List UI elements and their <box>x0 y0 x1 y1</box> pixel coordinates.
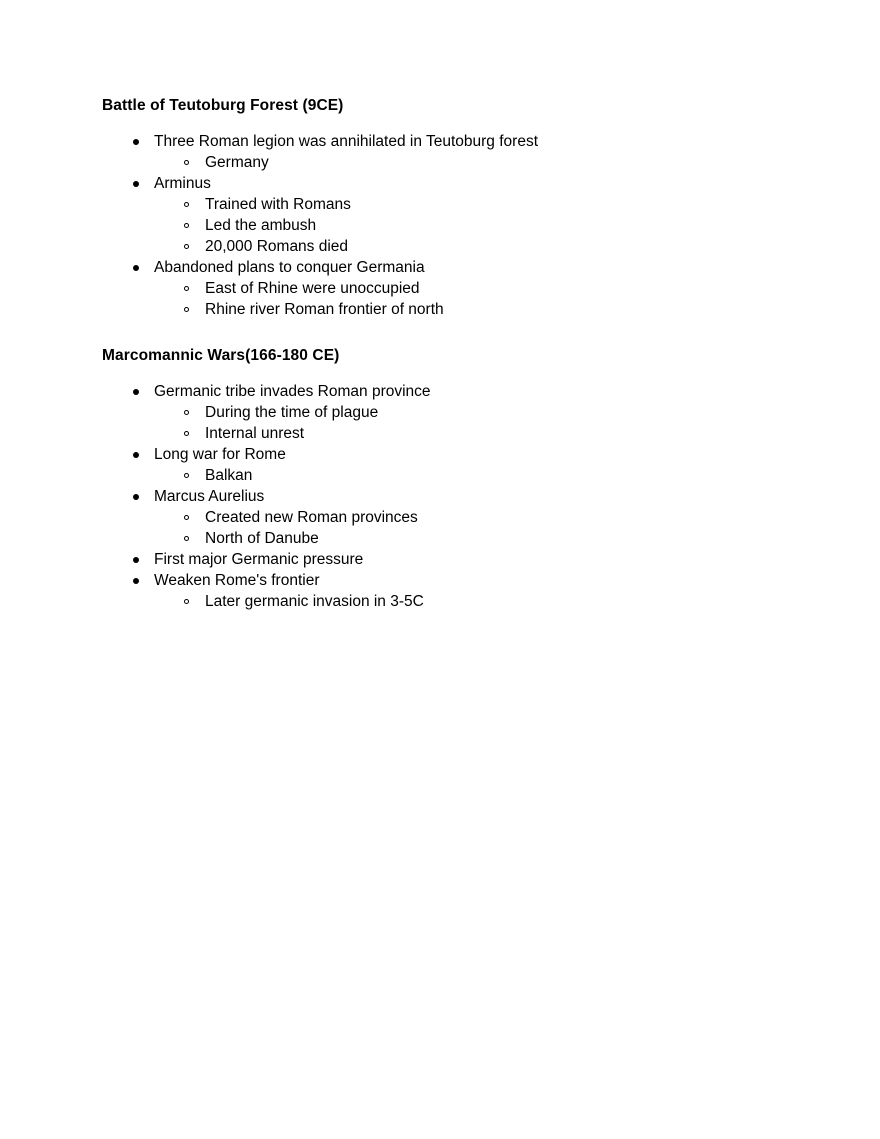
list-item: Rhine river Roman frontier of north <box>154 299 782 320</box>
document-body <box>102 96 782 612</box>
section-heading: Battle of Teutoburg Forest (9CE) <box>102 97 344 114</box>
list-item: North of Danube <box>154 528 782 549</box>
list-item <box>102 257 782 320</box>
outline-level2-list <box>154 591 782 612</box>
list-item: Led the ambush <box>154 215 782 236</box>
list-item <box>102 570 782 612</box>
list-item: During the time of plague <box>154 402 782 423</box>
list-item-text: First major Germanic pressure <box>154 549 782 570</box>
list-item-text: Marcus Aurelius <box>154 486 782 507</box>
outline-level2-list <box>154 465 782 486</box>
list-item: Balkan <box>154 465 782 486</box>
list-item-text: Germanic tribe invades Roman province <box>154 381 782 402</box>
list-item <box>102 173 782 257</box>
section-heading: Marcomannic Wars(166-180 CE) <box>102 346 340 364</box>
list-item: Trained with Romans <box>154 194 782 215</box>
list-item: East of Rhine were unoccupied <box>154 278 782 299</box>
list-item <box>102 131 782 173</box>
outline-level1-list <box>102 381 782 612</box>
list-item <box>102 549 782 570</box>
outline-level2-list <box>154 402 782 444</box>
list-item: Created new Roman provinces <box>154 507 782 528</box>
list-item <box>102 381 782 444</box>
list-item: Later germanic invasion in 3-5C <box>154 591 782 612</box>
section-battle-of-teutoburg-forest <box>102 96 782 320</box>
list-item: Internal unrest <box>154 423 782 444</box>
list-item-text: Abandoned plans to conquer Germania <box>154 257 782 278</box>
section-marcomannic-wars <box>102 346 782 612</box>
list-item: 20,000 Romans died <box>154 236 782 257</box>
list-item-text: Weaken Rome's frontier <box>154 570 782 591</box>
outline-level2-list <box>154 507 782 549</box>
list-item: Germany <box>154 152 782 173</box>
outline-level1-list <box>102 131 782 320</box>
list-item <box>102 444 782 486</box>
list-item-text: Three Roman legion was annihilated in Teutoburg forest <box>154 131 782 152</box>
outline-level2-list <box>154 194 782 257</box>
list-item <box>102 486 782 549</box>
list-item-text: Arminus <box>154 173 782 194</box>
list-item-text: Long war for Rome <box>154 444 782 465</box>
outline-level2-list <box>154 278 782 320</box>
outline-level2-list <box>154 152 782 173</box>
